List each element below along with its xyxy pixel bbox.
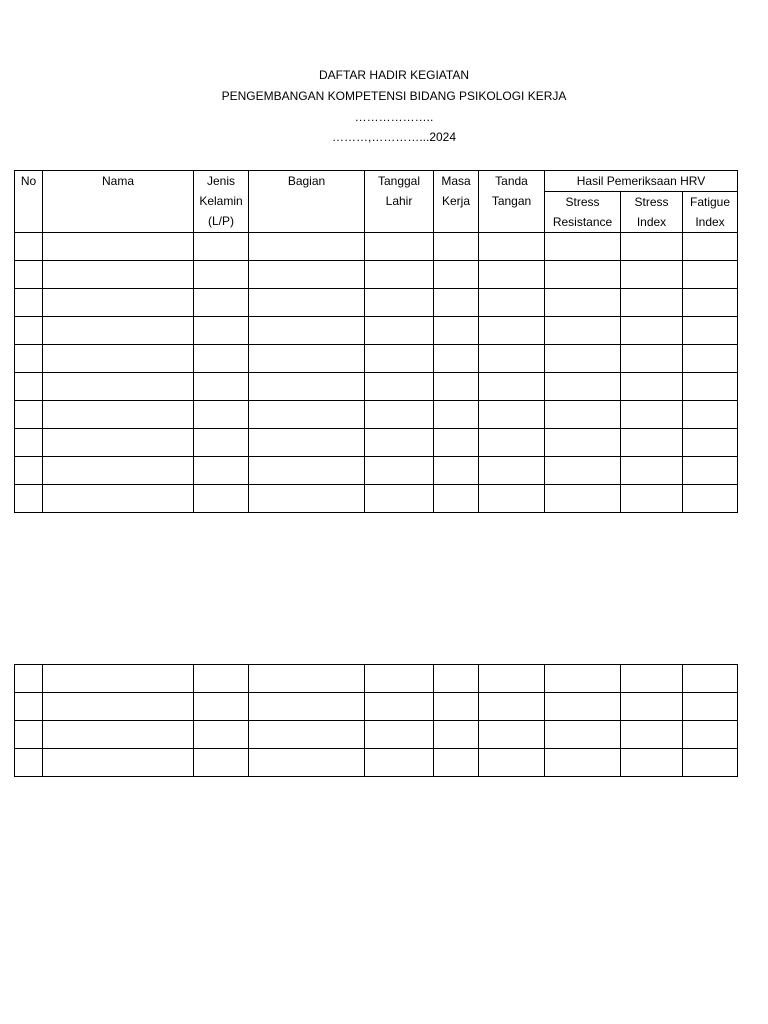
cell-nama	[43, 373, 194, 401]
table-row	[15, 373, 738, 401]
cell-tanggal-lahir	[365, 721, 434, 749]
cell-tanggal-lahir	[365, 373, 434, 401]
table-row	[15, 665, 738, 693]
cell-bagian	[249, 457, 365, 485]
cell-stress-resistance	[545, 749, 621, 777]
cell-tanda-tangan	[479, 429, 545, 457]
cell-jenis-kelamin	[194, 749, 249, 777]
cell-stress-resistance	[545, 401, 621, 429]
cell-tanggal-lahir	[365, 317, 434, 345]
cell-masa-kerja	[434, 721, 479, 749]
attendance-table-body	[15, 233, 738, 513]
cell-nama	[43, 429, 194, 457]
cell-jenis-kelamin	[194, 457, 249, 485]
cell-stress-index	[621, 457, 683, 485]
cell-jenis-kelamin	[194, 401, 249, 429]
column-header-jenis-kelamin: Jenis Kelamin (L/P)	[194, 171, 249, 233]
column-header-fatigue-index: Fatigue Index	[683, 192, 738, 233]
cell-masa-kerja	[434, 665, 479, 693]
cell-jenis-kelamin	[194, 373, 249, 401]
cell-tanggal-lahir	[365, 485, 434, 513]
cell-no	[15, 289, 43, 317]
cell-nama	[43, 317, 194, 345]
place-placeholder: ………………..	[354, 110, 434, 124]
cell-nama	[43, 401, 194, 429]
cell-stress-index	[621, 693, 683, 721]
table-row	[15, 261, 738, 289]
table-row	[15, 485, 738, 513]
cell-stress-resistance	[545, 457, 621, 485]
cell-masa-kerja	[434, 289, 479, 317]
cell-fatigue-index	[683, 457, 738, 485]
cell-stress-resistance	[545, 665, 621, 693]
cell-masa-kerja	[434, 693, 479, 721]
cell-tanggal-lahir	[365, 345, 434, 373]
cell-stress-resistance	[545, 373, 621, 401]
cell-tanda-tangan	[479, 373, 545, 401]
cell-fatigue-index	[683, 317, 738, 345]
cell-tanggal-lahir	[365, 457, 434, 485]
cell-bagian	[249, 429, 365, 457]
cell-fatigue-index	[683, 693, 738, 721]
cell-bagian	[249, 345, 365, 373]
table-row	[15, 345, 738, 373]
cell-fatigue-index	[683, 289, 738, 317]
cell-no	[15, 429, 43, 457]
cell-no	[15, 693, 43, 721]
cell-tanda-tangan	[479, 485, 545, 513]
cell-stress-resistance	[545, 261, 621, 289]
cell-nama	[43, 233, 194, 261]
cell-stress-resistance	[545, 721, 621, 749]
cell-tanda-tangan	[479, 749, 545, 777]
table-row	[15, 457, 738, 485]
cell-jenis-kelamin	[194, 665, 249, 693]
cell-jenis-kelamin	[194, 289, 249, 317]
cell-tanggal-lahir	[365, 693, 434, 721]
cell-bagian	[249, 485, 365, 513]
cell-bagian	[249, 289, 365, 317]
cell-nama	[43, 665, 194, 693]
cell-jenis-kelamin	[194, 261, 249, 289]
cell-nama	[43, 749, 194, 777]
cell-no	[15, 457, 43, 485]
cell-stress-index	[621, 345, 683, 373]
cell-fatigue-index	[683, 485, 738, 513]
cell-stress-index	[621, 261, 683, 289]
cell-stress-index	[621, 233, 683, 261]
cell-fatigue-index	[683, 749, 738, 777]
cell-jenis-kelamin	[194, 485, 249, 513]
cell-fatigue-index	[683, 401, 738, 429]
cell-nama	[43, 485, 194, 513]
cell-nama	[43, 289, 194, 317]
cell-no	[15, 665, 43, 693]
cell-masa-kerja	[434, 401, 479, 429]
cell-jenis-kelamin	[194, 721, 249, 749]
cell-fatigue-index	[683, 261, 738, 289]
cell-tanda-tangan	[479, 345, 545, 373]
cell-tanda-tangan	[479, 233, 545, 261]
cell-jenis-kelamin	[194, 233, 249, 261]
cell-stress-resistance	[545, 485, 621, 513]
cell-bagian	[249, 749, 365, 777]
cell-tanggal-lahir	[365, 233, 434, 261]
cell-tanggal-lahir	[365, 429, 434, 457]
cell-nama	[43, 261, 194, 289]
table-row	[15, 317, 738, 345]
cell-stress-index	[621, 749, 683, 777]
attendance-table	[14, 170, 738, 513]
cell-bagian	[249, 665, 365, 693]
column-header-no: No	[15, 171, 43, 233]
attendance-table-continued	[14, 664, 738, 777]
cell-fatigue-index	[683, 721, 738, 749]
cell-no	[15, 317, 43, 345]
cell-stress-index	[621, 289, 683, 317]
column-header-stress-resistance: Stress Resistance	[545, 192, 621, 233]
cell-nama	[43, 457, 194, 485]
cell-masa-kerja	[434, 457, 479, 485]
cell-no	[15, 233, 43, 261]
cell-fatigue-index	[683, 429, 738, 457]
cell-nama	[43, 345, 194, 373]
cell-bagian	[249, 317, 365, 345]
table-row	[15, 401, 738, 429]
cell-tanggal-lahir	[365, 401, 434, 429]
cell-stress-index	[621, 485, 683, 513]
cell-masa-kerja	[434, 345, 479, 373]
cell-jenis-kelamin	[194, 429, 249, 457]
cell-jenis-kelamin	[194, 317, 249, 345]
cell-jenis-kelamin	[194, 693, 249, 721]
cell-bagian	[249, 373, 365, 401]
cell-masa-kerja	[434, 261, 479, 289]
cell-stress-index	[621, 665, 683, 693]
cell-tanda-tangan	[479, 401, 545, 429]
cell-stress-index	[621, 317, 683, 345]
cell-stress-resistance	[545, 345, 621, 373]
document-title: DAFTAR HADIR KEGIATAN	[318, 68, 469, 82]
cell-tanda-tangan	[479, 457, 545, 485]
cell-masa-kerja	[434, 233, 479, 261]
table-row	[15, 233, 738, 261]
attendance-table-continued-body	[15, 665, 738, 777]
cell-masa-kerja	[434, 749, 479, 777]
cell-tanggal-lahir	[365, 289, 434, 317]
cell-tanda-tangan	[479, 289, 545, 317]
cell-bagian	[249, 261, 365, 289]
cell-tanggal-lahir	[365, 749, 434, 777]
table-row	[15, 289, 738, 317]
cell-stress-resistance	[545, 317, 621, 345]
column-header-nama: Nama	[43, 171, 194, 233]
cell-stress-resistance	[545, 233, 621, 261]
cell-masa-kerja	[434, 317, 479, 345]
cell-stress-index	[621, 429, 683, 457]
column-header-stress-index: Stress Index	[621, 192, 683, 233]
cell-masa-kerja	[434, 429, 479, 457]
cell-no	[15, 261, 43, 289]
cell-bagian	[249, 693, 365, 721]
cell-no	[15, 485, 43, 513]
cell-nama	[43, 693, 194, 721]
cell-stress-resistance	[545, 289, 621, 317]
date-placeholder: ………,…………...2024	[331, 130, 457, 144]
cell-bagian	[249, 401, 365, 429]
cell-no	[15, 345, 43, 373]
cell-tanda-tangan	[479, 261, 545, 289]
cell-stress-resistance	[545, 429, 621, 457]
cell-bagian	[249, 721, 365, 749]
cell-bagian	[249, 233, 365, 261]
cell-no	[15, 373, 43, 401]
cell-tanggal-lahir	[365, 261, 434, 289]
cell-tanggal-lahir	[365, 665, 434, 693]
cell-fatigue-index	[683, 345, 738, 373]
cell-jenis-kelamin	[194, 345, 249, 373]
table-row	[15, 429, 738, 457]
document-subtitle: PENGEMBANGAN KOMPETENSI BIDANG PSIKOLOGI KERJA	[221, 89, 567, 103]
cell-nama	[43, 721, 194, 749]
cell-tanda-tangan	[479, 721, 545, 749]
cell-masa-kerja	[434, 485, 479, 513]
table-row	[15, 749, 738, 777]
cell-no	[15, 401, 43, 429]
column-header-tanggal-lahir: Tanggal Lahir	[365, 171, 434, 233]
table-row	[15, 693, 738, 721]
cell-masa-kerja	[434, 373, 479, 401]
cell-fatigue-index	[683, 665, 738, 693]
cell-fatigue-index	[683, 373, 738, 401]
column-header-tanda-tangan: Tanda Tangan	[479, 171, 545, 233]
cell-no	[15, 721, 43, 749]
cell-tanda-tangan	[479, 693, 545, 721]
cell-tanda-tangan	[479, 665, 545, 693]
cell-no	[15, 749, 43, 777]
table-row	[15, 721, 738, 749]
column-header-bagian: Bagian	[249, 171, 365, 233]
cell-fatigue-index	[683, 233, 738, 261]
cell-stress-index	[621, 721, 683, 749]
cell-stress-index	[621, 401, 683, 429]
cell-tanda-tangan	[479, 317, 545, 345]
column-group-hrv: Hasil Pemeriksaan HRV	[545, 171, 738, 192]
cell-stress-index	[621, 373, 683, 401]
cell-stress-resistance	[545, 693, 621, 721]
column-header-masa-kerja: Masa Kerja	[434, 171, 479, 233]
